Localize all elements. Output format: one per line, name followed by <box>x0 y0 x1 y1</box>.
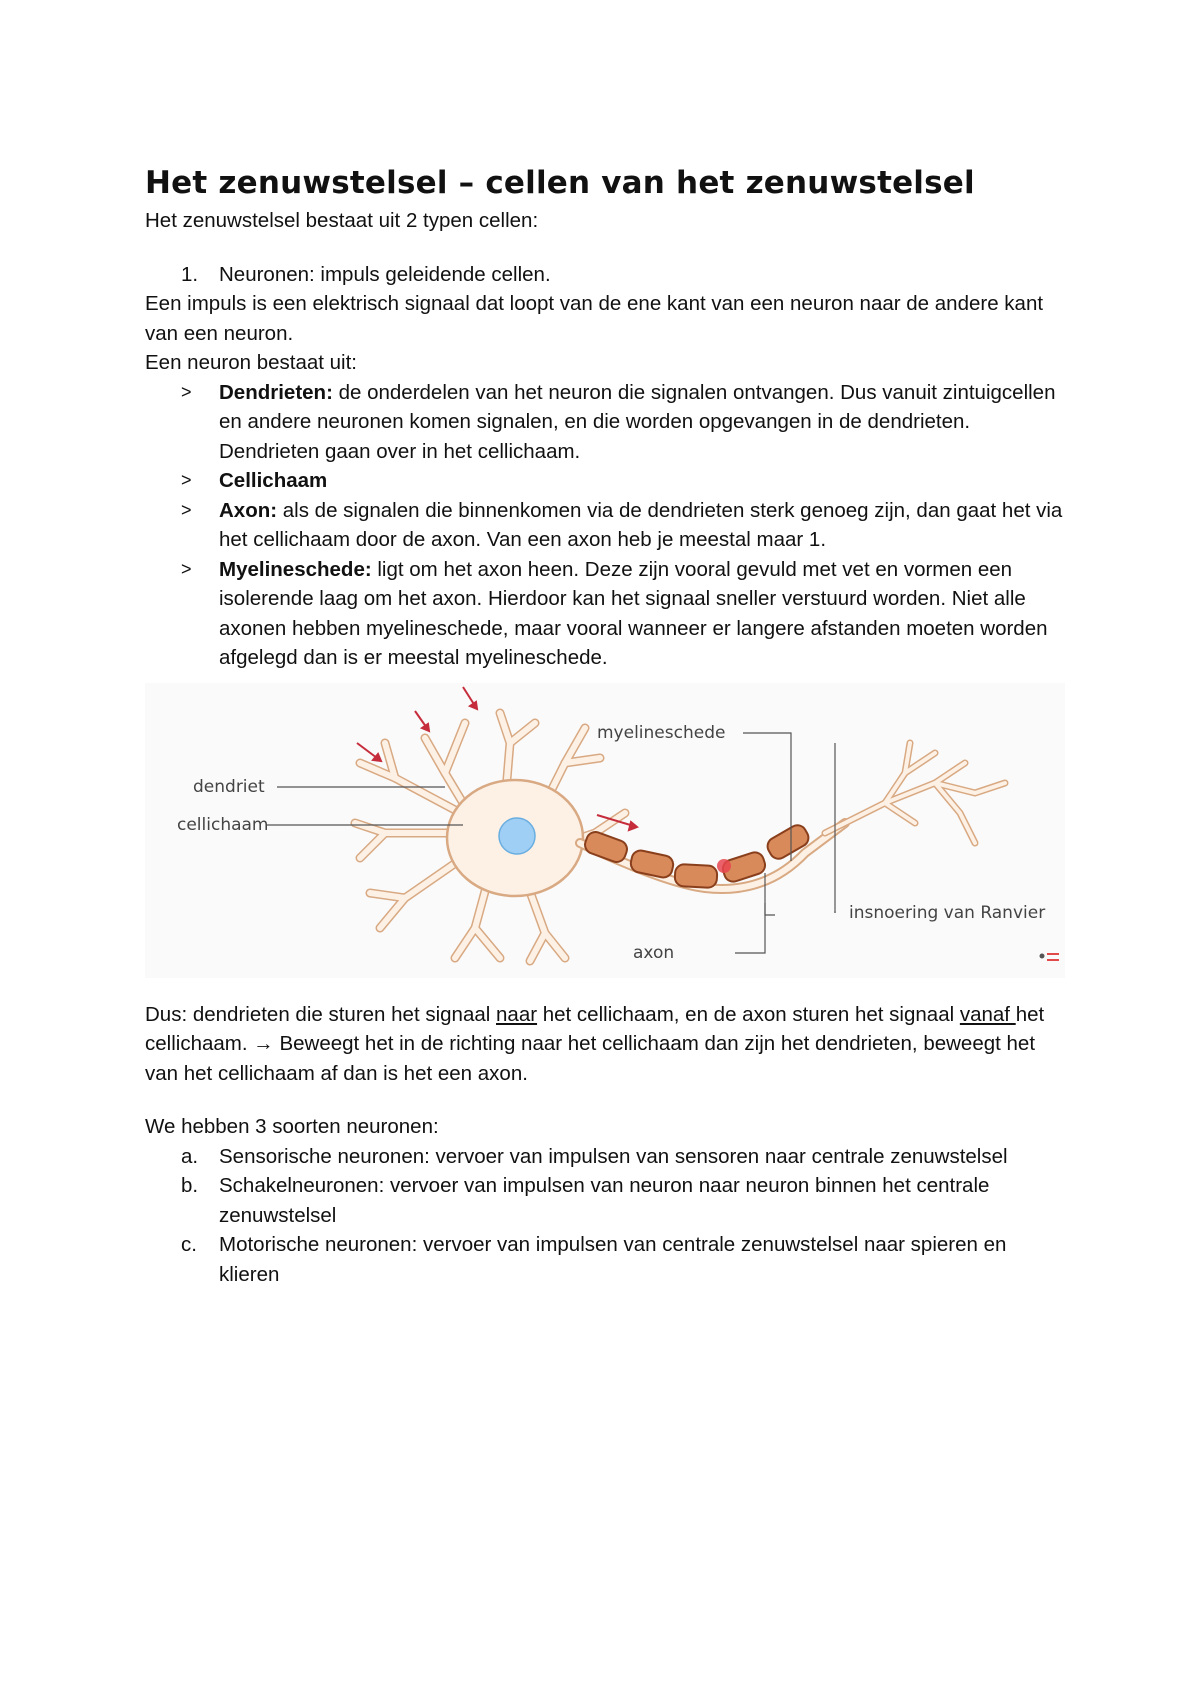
chevron-right-icon: > <box>181 381 192 402</box>
list-item <box>145 496 1065 555</box>
definition: ligt om het axon heen. Deze zijn vooral gevuld met vet en vormen een isolerende laag om het axon. Hierdoor kan het signaal sneller verstuurd worden. Niet alle axonen hebben myelineschede, maar vooral wanneer er langere afstanden moeten worden afgelegd dan is er meestal myelineschede. <box>219 557 1048 669</box>
page-title: Het zenuwstelsel – cellen van het zenuwstelsel <box>145 165 975 201</box>
nucleus <box>499 818 535 854</box>
label-ranvier: insnoering van Ranvier <box>849 902 1046 923</box>
summary-text: het cellichaam, en de axon sturen het signaal <box>537 1002 960 1026</box>
underlined-word: vanaf <box>959 1002 1016 1026</box>
term: Dendrieten: <box>219 380 333 404</box>
list-item-text: Sensorische neuronen: vervoer van impulsen van sensoren naar centrale zenuwstelsel <box>219 1144 1008 1168</box>
label-cellichaam: cellichaam <box>177 814 269 835</box>
neuron-diagram <box>145 683 1065 978</box>
summary-text: het cellichaam. <box>145 1002 1045 1055</box>
list-marker: b. <box>181 1174 199 1197</box>
definition: de onderdelen van het neuron die signalen ontvangen. Dus vanuit zintuigcellen en andere neuronen komen signalen, en die worden opgevangen in de dendrieten. Dendrieten gaan over in het cellichaam. <box>219 380 1056 463</box>
spacer <box>145 236 1065 260</box>
ranvier-signal <box>717 859 731 873</box>
summary-paragraph <box>145 1000 1065 1089</box>
list-item-text: Schakelneuronen: vervoer van impulsen van neuron naar neuron binnen het centrale zenuwstelsel <box>219 1174 990 1227</box>
list-item <box>145 378 1065 467</box>
chevron-right-icon: > <box>181 470 192 490</box>
list-item-text: Motorische neuronen: vervoer van impulsen van centrale zenuwstelsel naar spieren en klieren <box>219 1233 1007 1286</box>
underlined-word: naar <box>496 1002 538 1026</box>
neuron-parts-list <box>145 378 1065 673</box>
definition: als de signalen die binnenkomen via de dendrieten sterk genoeg zijn, dan gaat het via het cellichaam door de axon. Van een axon heb je meestal maar 1. <box>219 498 1063 551</box>
logo-dot <box>1040 953 1045 958</box>
summary-text: Beweegt het in de richting naar het cellichaam dan zijn het dendrieten, beweegt het van het cellichaam af dan is het een axon. <box>145 1032 1036 1085</box>
impulse-paragraph: Een impuls is een elektrisch signaal dat loopt van de ene kant van een neuron naar de andere kant van een neuron. <box>145 292 1044 345</box>
term: Myelineschede: <box>219 557 372 581</box>
label-dendriet: dendriet <box>193 776 265 797</box>
label-axon: axon <box>633 942 675 963</box>
intro-text: Het zenuwstelsel bestaat uit 2 typen cellen: <box>145 209 539 232</box>
chevron-right-icon: > <box>181 558 192 579</box>
list-marker: c. <box>181 1233 197 1256</box>
chevron-right-icon: > <box>181 499 192 520</box>
list-item <box>145 1171 1065 1230</box>
list-item <box>145 466 1065 496</box>
neuron-intro: Een neuron bestaat uit: <box>145 351 357 374</box>
summary-text: Dus: dendrieten die sturen het signaal <box>145 1002 497 1026</box>
list-marker: a. <box>181 1144 199 1168</box>
spacer <box>145 1088 1065 1112</box>
list-item <box>145 260 1065 290</box>
numbered-list <box>145 260 1065 290</box>
list-item <box>145 1142 1065 1172</box>
list-item <box>145 1230 1065 1289</box>
list-item <box>145 555 1065 673</box>
term: Cellichaam <box>219 469 328 492</box>
neuron-types-list <box>145 1142 1065 1290</box>
list-item-text: Neuronen: impuls geleidende cellen. <box>219 262 551 286</box>
term: Axon: <box>219 498 278 522</box>
list-marker: 1. <box>181 262 199 286</box>
arrow-right-icon: → <box>253 1032 274 1055</box>
types-intro: We hebben 3 soorten neuronen: <box>145 1115 439 1138</box>
document-page <box>145 160 1065 1289</box>
label-myelineschede: myelineschede <box>597 722 726 743</box>
